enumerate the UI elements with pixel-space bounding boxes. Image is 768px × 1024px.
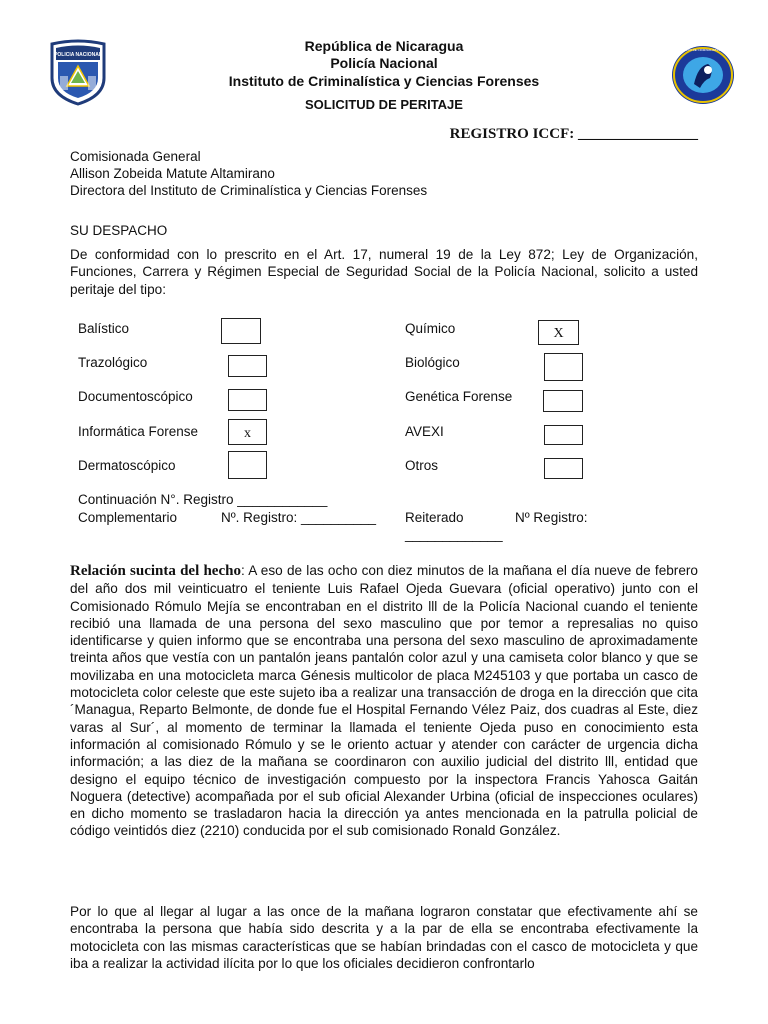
option-label-dermatoscopico: Dermatoscópico [78, 458, 176, 473]
option-label-documentoscopico: Documentoscópico [78, 389, 193, 404]
continuacion-registro: Continuación N°. Registro ____________ [78, 492, 328, 507]
header-institution: Policía Nacional [330, 55, 438, 71]
option-label-balistico: Balístico [78, 321, 130, 336]
option-box-informatica-forense[interactable]: x [228, 419, 267, 445]
relacion-paragraph [70, 562, 698, 840]
option-label-genetica-forense: Genética Forense [405, 389, 513, 404]
option-box-avexi[interactable] [544, 425, 583, 445]
right-logo-text: INSTITUTO DE CRIMINALISTICA Y CIENCIAS FORENSES [676, 48, 757, 52]
option-box-trazologico[interactable] [228, 355, 267, 377]
option-label-trazologico: Trazológico [78, 355, 148, 370]
option-box-biologico[interactable] [544, 353, 583, 381]
intro-paragraph: De conformidad con lo prescrito en el Art. 17, numeral 19 de la Ley 872; Ley de Organización, Funciones, Carrera y Régimen Especial de Seguridad Social de la Policía Nacional, solicito a usted peritaje del tipo: [70, 247, 698, 297]
option-label-informatica-forense: Informática Forense [78, 424, 199, 439]
reiterado-label: Reiterado [405, 510, 464, 525]
header-institute: Instituto de Criminalística y Ciencias Forenses [228, 73, 540, 89]
option-box-genetica-forense[interactable] [543, 390, 583, 412]
reiterado-blank: _____________ [405, 527, 503, 542]
addressee-name: Allison Zobeida Matute Altamirano [70, 166, 275, 181]
option-box-balistico[interactable] [221, 318, 261, 344]
document-title: SOLICITUD DE PERITAJE [305, 97, 463, 112]
reiterado-registro: Nº Registro: [515, 510, 588, 525]
relacion-text: : A eso de las ocho con diez minutos de la mañana el día nueve de febrero del año dos mil veinticuatro el teniente Luis Rafael Ojeda Guevara (oficial operativo) junto con el Comisionado Rómulo Mejía se encontraban en el distrito lll de la Policía Nacional cuando el teniente recibió una llamada de una persona del sexo masculino que por temor a represalias no quiso identificarse y quien informo que se encontraba una persona del sexo masculino de aproximadamente treinta años que vestía con un pantalón jeans pantalón color azul y una camiseta color blanco y que se movilizaba en una motocicleta marca Génesis multicolor de placa M245103 y que portaba un casco de motocicleta color celeste que este sujeto iba a realizar una transacción de droga en la dirección que cita ´Managua, Reparto Belmonte, de donde fue el Hospital Fernando Vélez Paiz, dos cuadras al Este, diez varas al Sur´, al momento de terminar la llamada el teniente Ojeda puso en conocimiento esta información al comisionado Rómulo y se le oriento actuar y atender con carácter de urgencia dicha información; a las diez de la mañana se coordinaron con auxilio judicial del distrito lll, entidad que designo el equipo técnico de investigación compuesto por la inspectora Francis Yahosca Gaitán Noguera (detective) acompañada por el sub oficial Alexander Urbina (oficial de inspecciones oculares) en dicho momento se trasladaron hacia la dirección ya antes mencionada en la patrulla policial de código veintidós diez (2210) conducida por el sub comisionado Ronald González. [70, 563, 698, 839]
addressee-rank: Comisionada General [70, 149, 201, 164]
header-country: República de Nicaragua [304, 38, 464, 54]
option-label-biologico: Biológico [405, 355, 460, 370]
option-box-dermatoscopico[interactable] [228, 451, 267, 479]
option-label-avexi: AVEXI [405, 424, 444, 439]
registro-iccf: REGISTRO ICCF: ________________ [449, 126, 698, 142]
second-paragraph: Por lo que al llegar al lugar a las once de la mañana lograron constatar que efectivamente ahí se encontraba la persona que había sido descrita y a la par de ella se encontraba efectivamente la motocicleta con las mismas características que se habían brindadas con el casco de motocicleta y que iba a realizar la actividad ilícita por lo que los oficiales decidieron confrontarlo [70, 904, 698, 971]
left-logo-text: POLICIA NACIONAL [54, 52, 102, 58]
option-box-documentoscopico[interactable] [228, 389, 267, 411]
complementario-label: Complementario [78, 510, 178, 525]
relacion-heading: Relación sucinta del hecho [70, 563, 241, 579]
option-box-otros[interactable] [544, 458, 583, 479]
option-box-quimico[interactable]: X [538, 320, 579, 345]
option-label-otros: Otros [405, 458, 439, 473]
option-label-quimico: Químico [405, 321, 456, 336]
complementario-registro: Nº. Registro: __________ [221, 510, 377, 525]
addressee-title: Directora del Instituto de Criminalística y Ciencias Forenses [70, 183, 428, 198]
su-despacho: SU DESPACHO [70, 223, 168, 238]
